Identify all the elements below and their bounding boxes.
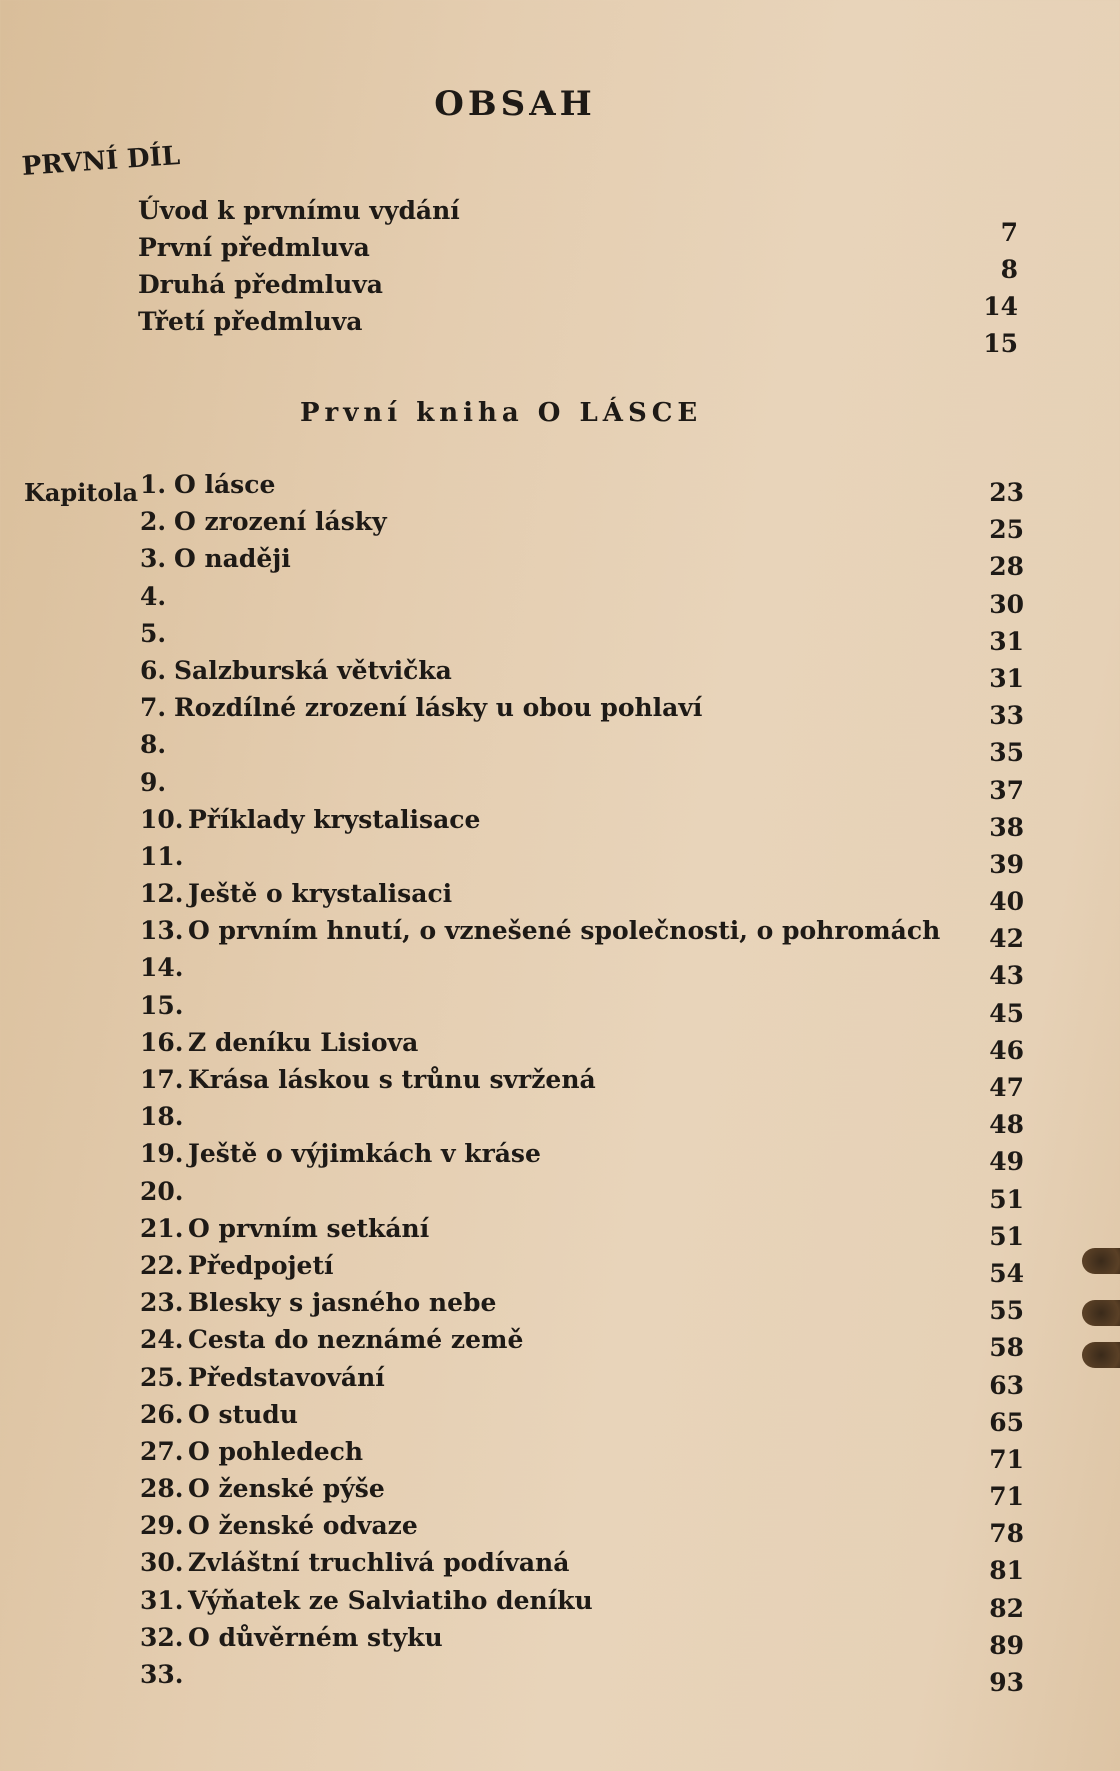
chapter-row xyxy=(140,619,1024,656)
page-number: 38 xyxy=(989,812,1024,842)
chapter-title: Rozdílné zrození lásky u obou pohlaví xyxy=(174,693,703,723)
chapter-title: Z deníku Lisiova xyxy=(188,1027,419,1057)
binder-clip-icon xyxy=(1082,1248,1120,1274)
page-number: 58 xyxy=(989,1333,1024,1363)
chapter-row xyxy=(140,916,1024,953)
chapter-number: 2. xyxy=(140,507,167,537)
page-number: 71 xyxy=(989,1482,1024,1512)
chapter-row xyxy=(140,730,1024,767)
chapter-number: 19. xyxy=(140,1139,184,1169)
chapter-list xyxy=(140,470,1024,1697)
page-title: OBSAH xyxy=(434,84,596,124)
chapter-row xyxy=(140,1623,1024,1660)
chapter-number: 20. xyxy=(140,1176,184,1206)
chapter-row xyxy=(140,1251,1024,1288)
chapter-number: 33. xyxy=(140,1660,184,1689)
chapter-number: 9. xyxy=(140,767,167,797)
chapter-title: O studu xyxy=(188,1399,298,1429)
front-matter-label: Úvod k prvnímu vydání xyxy=(138,196,460,225)
page-number: 40 xyxy=(989,887,1024,917)
chapter-row xyxy=(140,1660,1024,1697)
chapter-title: Zvláštní truchlivá podívaná xyxy=(188,1548,570,1578)
page-number: 8 xyxy=(1000,255,1018,284)
chapter-title: Blesky s jasného nebe xyxy=(188,1288,497,1318)
page-number: 37 xyxy=(989,775,1024,805)
front-matter-label: První předmluva xyxy=(138,233,370,262)
page-number: 15 xyxy=(983,329,1018,358)
page-number: 39 xyxy=(989,849,1024,879)
chapter-number: 6. xyxy=(140,655,167,685)
book-heading: První kniha O LÁSCE xyxy=(300,398,703,428)
chapter-row xyxy=(140,656,1024,693)
page-number: 35 xyxy=(989,738,1024,768)
chapter-row xyxy=(140,768,1024,805)
chapter-row xyxy=(140,1139,1024,1176)
chapter-number: 11. xyxy=(140,841,184,871)
chapter-title: Předpojetí xyxy=(188,1250,334,1280)
chapter-number: 17. xyxy=(140,1065,184,1094)
page-number: 81 xyxy=(989,1556,1024,1586)
page-number: 54 xyxy=(989,1258,1024,1288)
part-heading: PRVNÍ DÍL xyxy=(20,140,182,182)
page-number: 89 xyxy=(989,1630,1024,1660)
page-number: 63 xyxy=(989,1370,1024,1400)
chapter-number: 3. xyxy=(140,544,167,574)
chapter-number: 12. xyxy=(140,879,184,909)
chapter-number: 26. xyxy=(140,1399,184,1429)
page-number: 28 xyxy=(989,552,1024,582)
front-matter-item xyxy=(138,307,1018,358)
chapter-row xyxy=(140,544,1024,581)
page-number: 7 xyxy=(1000,218,1018,247)
chapter-row xyxy=(140,1214,1024,1251)
chapter-row xyxy=(140,1400,1024,1437)
chapter-number: 32. xyxy=(140,1622,184,1652)
chapter-row xyxy=(140,1065,1024,1102)
chapter-number: 29. xyxy=(140,1511,184,1541)
chapter-number: 16. xyxy=(140,1027,184,1057)
front-matter-list xyxy=(138,196,1018,358)
page-number: 71 xyxy=(989,1444,1024,1474)
page-number: 82 xyxy=(989,1593,1024,1623)
chapter-number: 5. xyxy=(140,618,167,648)
page-number: 14 xyxy=(983,292,1018,321)
chapter-title: O pohledech xyxy=(188,1436,363,1466)
chapter-number: 13. xyxy=(140,916,184,946)
page-number: 46 xyxy=(989,1035,1024,1065)
chapter-number: 10. xyxy=(140,804,184,834)
front-matter-label: Druhá předmluva xyxy=(138,270,383,299)
chapter-number: 23. xyxy=(140,1288,184,1318)
chapter-row xyxy=(140,1363,1024,1400)
chapter-number: 1. xyxy=(140,470,167,499)
front-matter-item xyxy=(138,270,1018,321)
front-matter-label: Třetí předmluva xyxy=(138,307,363,336)
binder-clip-icon xyxy=(1082,1300,1120,1326)
chapter-row xyxy=(140,1548,1024,1585)
page-number: 47 xyxy=(989,1073,1024,1102)
chapter-row xyxy=(140,507,1024,544)
chapter-label: Kapitola xyxy=(24,478,139,507)
page-number: 42 xyxy=(989,924,1024,954)
chapter-number: 8. xyxy=(140,730,167,760)
binder-clip-icon xyxy=(1082,1342,1120,1368)
chapter-row xyxy=(140,693,1024,730)
chapter-number: 27. xyxy=(140,1436,184,1466)
chapter-number: 4. xyxy=(140,581,167,611)
chapter-title: Příklady krystalisace xyxy=(188,804,481,834)
chapter-row xyxy=(140,470,1024,507)
chapter-number: 7. xyxy=(140,693,167,723)
chapter-row xyxy=(140,879,1024,916)
chapter-number: 30. xyxy=(140,1548,184,1578)
chapter-number: 25. xyxy=(140,1362,184,1392)
chapter-row xyxy=(140,805,1024,842)
chapter-title: O lásce xyxy=(174,470,276,499)
chapter-number: 31. xyxy=(140,1585,184,1615)
chapter-row xyxy=(140,842,1024,879)
chapter-row xyxy=(140,1325,1024,1362)
page-number: 23 xyxy=(989,478,1024,507)
page-number: 31 xyxy=(989,626,1024,656)
chapter-title: O zrození lásky xyxy=(174,507,387,537)
chapter-row xyxy=(140,1586,1024,1623)
chapter-title: Krása láskou s trůnu svržená xyxy=(188,1065,596,1094)
chapter-row xyxy=(140,1028,1024,1065)
page-number: 65 xyxy=(989,1407,1024,1437)
page-number: 31 xyxy=(989,663,1024,693)
chapter-row xyxy=(140,1288,1024,1325)
page-number: 30 xyxy=(989,589,1024,619)
page-number: 45 xyxy=(989,998,1024,1028)
chapter-title: Představování xyxy=(188,1362,385,1392)
chapter-title: Ještě o krystalisaci xyxy=(188,879,453,909)
chapter-title: O naději xyxy=(174,544,291,574)
chapter-row xyxy=(140,582,1024,619)
chapter-row xyxy=(140,1511,1024,1548)
page-number: 55 xyxy=(989,1296,1024,1326)
chapter-title: O prvním hnutí, o vznešené společnosti, o pohromách xyxy=(188,916,941,946)
front-matter-item xyxy=(138,196,1018,247)
page-number: 43 xyxy=(989,961,1024,991)
chapter-title: O důvěrném styku xyxy=(188,1622,443,1652)
chapter-title: Cesta do neznámé země xyxy=(188,1325,524,1355)
chapter-number: 15. xyxy=(140,990,184,1020)
chapter-row xyxy=(140,953,1024,990)
chapter-title: Ještě o výjimkách v kráse xyxy=(188,1139,541,1169)
page-number: 51 xyxy=(989,1221,1024,1251)
chapter-row xyxy=(140,1102,1024,1139)
chapter-title: Výňatek ze Salviatiho deníku xyxy=(188,1585,593,1615)
chapter-title: O prvním setkání xyxy=(188,1213,430,1243)
chapter-title: O ženské odvaze xyxy=(188,1511,418,1541)
page-number: 78 xyxy=(989,1519,1024,1549)
chapter-number: 14. xyxy=(140,953,184,983)
chapter-number: 28. xyxy=(140,1474,184,1504)
chapter-row xyxy=(140,1437,1024,1474)
chapter-title: Salzburská větvička xyxy=(174,655,452,685)
page-number: 33 xyxy=(989,701,1024,731)
chapter-number: 21. xyxy=(140,1213,184,1243)
chapter-number: 22. xyxy=(140,1250,184,1280)
chapter-title: O ženské pýše xyxy=(188,1474,385,1504)
chapter-row xyxy=(140,1474,1024,1511)
page-number: 93 xyxy=(989,1668,1024,1697)
page-number: 51 xyxy=(989,1184,1024,1214)
page-number: 48 xyxy=(989,1110,1024,1140)
chapter-row xyxy=(140,991,1024,1028)
chapter-number: 18. xyxy=(140,1102,184,1132)
front-matter-item xyxy=(138,233,1018,284)
page-number: 25 xyxy=(989,515,1024,545)
chapter-number: 24. xyxy=(140,1325,184,1355)
page-number: 49 xyxy=(989,1147,1024,1177)
chapter-row xyxy=(140,1177,1024,1214)
